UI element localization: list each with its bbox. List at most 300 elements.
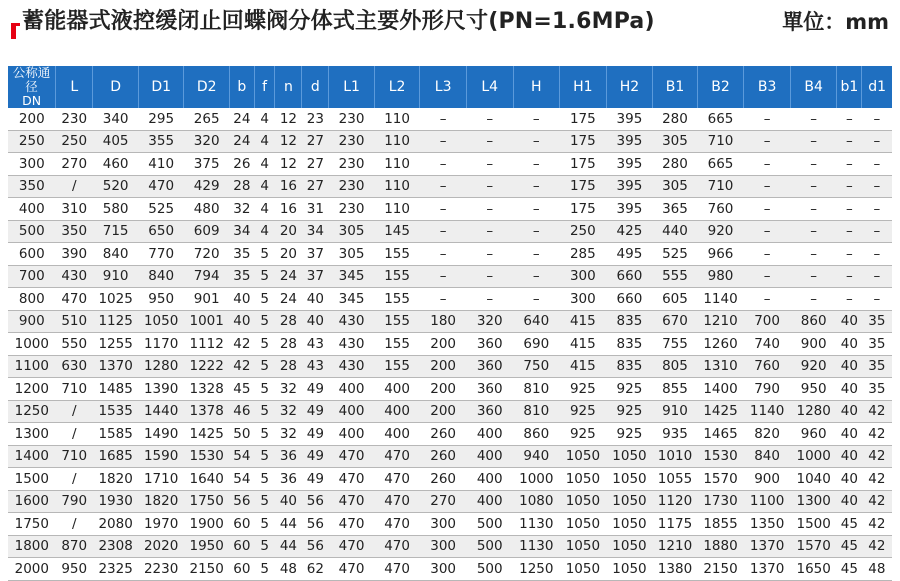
table-cell: 400 — [466, 468, 513, 491]
table-cell: 1930 — [93, 490, 139, 513]
table-cell: 1378 — [184, 400, 230, 423]
table-cell: – — [513, 243, 560, 266]
table-row — [8, 513, 892, 536]
table-cell: 550 — [56, 333, 93, 356]
table-cell: 35 — [229, 243, 254, 266]
table-cell: 925 — [606, 400, 653, 423]
table-cell: – — [420, 198, 467, 221]
table-cell: 1200 — [8, 378, 56, 401]
table-cell: 810 — [513, 378, 560, 401]
table-cell: 950 — [56, 558, 93, 581]
table-cell: – — [466, 220, 513, 243]
table-cell: 49 — [302, 400, 329, 423]
table-cell: 860 — [513, 423, 560, 446]
table-cell: 2150 — [697, 558, 744, 581]
table-cell: 1328 — [184, 378, 230, 401]
table-cell: – — [466, 198, 513, 221]
column-header-d2: D2 — [184, 66, 230, 108]
table-cell: 1025 — [93, 288, 139, 311]
table-cell: 360 — [466, 400, 513, 423]
table-cell: 400 — [329, 400, 375, 423]
table-cell: 840 — [138, 265, 184, 288]
table-cell: 1255 — [93, 333, 139, 356]
table-cell: 56 — [302, 535, 329, 558]
table-cell: 300 — [8, 153, 56, 176]
table-cell: 835 — [606, 333, 653, 356]
table-cell: 470 — [329, 445, 375, 468]
table-cell: 54 — [229, 468, 254, 491]
table-cell: 1465 — [697, 423, 744, 446]
column-header-b4: B4 — [790, 66, 837, 108]
table-cell: 27 — [302, 175, 329, 198]
table-cell: 1350 — [744, 513, 791, 536]
table-cell: 750 — [513, 355, 560, 378]
table-cell: 40 — [837, 490, 862, 513]
table-cell: 360 — [466, 355, 513, 378]
table-cell: 470 — [374, 468, 420, 491]
column-header-h: H — [513, 66, 560, 108]
table-cell: – — [744, 198, 791, 221]
table-cell: 40 — [229, 288, 254, 311]
table-cell: 1370 — [93, 355, 139, 378]
column-header-l3: L3 — [420, 66, 467, 108]
table-row — [8, 423, 892, 446]
table-cell: 200 — [420, 333, 467, 356]
table-cell: 5 — [254, 423, 275, 446]
table-cell: 470 — [329, 490, 375, 513]
table-cell: – — [744, 243, 791, 266]
table-cell: 935 — [653, 423, 698, 446]
column-header-h1: H1 — [560, 66, 607, 108]
table-cell: 28 — [275, 333, 302, 356]
table-cell: 40 — [837, 378, 862, 401]
table-cell: 1000 — [8, 333, 56, 356]
table-cell: 740 — [744, 333, 791, 356]
table-cell: 1050 — [560, 468, 607, 491]
table-cell: 1010 — [653, 445, 698, 468]
table-cell: 1400 — [697, 378, 744, 401]
table-cell: 5 — [254, 400, 275, 423]
table-row — [8, 288, 892, 311]
column-header-b3: B3 — [744, 66, 791, 108]
table-cell: 794 — [184, 265, 230, 288]
table-cell: 49 — [302, 423, 329, 446]
table-cell: 45 — [837, 558, 862, 581]
table-cell: 110 — [374, 175, 420, 198]
table-cell: 510 — [56, 310, 93, 333]
table-cell: 760 — [744, 355, 791, 378]
table-cell: 665 — [697, 153, 744, 176]
table-cell: 175 — [560, 175, 607, 198]
table-cell: 300 — [560, 265, 607, 288]
table-cell: 60 — [229, 535, 254, 558]
table-cell: 155 — [374, 265, 420, 288]
table-cell: – — [513, 288, 560, 311]
table-cell: 715 — [93, 220, 139, 243]
table-cell: 40 — [837, 400, 862, 423]
table-cell: 1055 — [653, 468, 698, 491]
table-cell: 470 — [329, 468, 375, 491]
table-cell: – — [790, 265, 837, 288]
table-cell: 920 — [697, 220, 744, 243]
table-cell: 230 — [329, 108, 375, 130]
table-cell: 24 — [229, 108, 254, 130]
table-cell: 320 — [184, 130, 230, 153]
table-cell: 460 — [93, 153, 139, 176]
table-cell: 48 — [862, 558, 892, 581]
table-cell: 40 — [275, 490, 302, 513]
table-cell: – — [466, 108, 513, 130]
table-cell: 1485 — [93, 378, 139, 401]
table-cell: – — [466, 175, 513, 198]
table-cell: 1500 — [8, 468, 56, 491]
table-row — [8, 265, 892, 288]
table-row — [8, 243, 892, 266]
table-cell: 5 — [254, 355, 275, 378]
table-cell: 1040 — [790, 468, 837, 491]
table-cell: 280 — [653, 153, 698, 176]
table-cell: 1210 — [653, 535, 698, 558]
table-cell: 520 — [93, 175, 139, 198]
table-cell: 42 — [862, 400, 892, 423]
table-cell: 4 — [254, 175, 275, 198]
table-cell: 40 — [837, 445, 862, 468]
table-cell: 305 — [653, 175, 698, 198]
table-cell: 35 — [862, 310, 892, 333]
table-cell: – — [466, 243, 513, 266]
table-cell: 155 — [374, 310, 420, 333]
table-cell: 49 — [302, 378, 329, 401]
table-cell: 60 — [229, 513, 254, 536]
table-cell: 1900 — [184, 513, 230, 536]
table-cell: 4 — [254, 108, 275, 130]
table-cell: 940 — [513, 445, 560, 468]
table-cell: 350 — [56, 220, 93, 243]
table-row — [8, 153, 892, 176]
table-cell: 470 — [374, 558, 420, 581]
table-cell: 20 — [275, 220, 302, 243]
table-cell: 12 — [275, 130, 302, 153]
table-cell: 43 — [302, 355, 329, 378]
table-cell: 34 — [302, 220, 329, 243]
table-cell: 1080 — [513, 490, 560, 513]
table-row — [8, 535, 892, 558]
table-cell: 24 — [229, 130, 254, 153]
table-row — [8, 310, 892, 333]
table-cell: 5 — [254, 333, 275, 356]
column-header-l4: L4 — [466, 66, 513, 108]
table-cell: 770 — [138, 243, 184, 266]
table-cell: 35 — [862, 378, 892, 401]
table-cell: 40 — [837, 333, 862, 356]
table-cell: 42 — [862, 423, 892, 446]
table-cell: / — [56, 175, 93, 198]
table-cell: – — [837, 198, 862, 221]
table-cell: 46 — [229, 400, 254, 423]
table-cell: 260 — [420, 468, 467, 491]
table-cell: 32 — [275, 400, 302, 423]
column-header-l: L — [56, 66, 93, 108]
table-cell: 110 — [374, 198, 420, 221]
table-cell: 45 — [229, 378, 254, 401]
table-cell: 145 — [374, 220, 420, 243]
table-cell: 400 — [466, 445, 513, 468]
table-cell: 40 — [837, 310, 862, 333]
table-cell: 31 — [302, 198, 329, 221]
table-cell: 1855 — [697, 513, 744, 536]
table-cell: 395 — [606, 175, 653, 198]
table-cell: 650 — [138, 220, 184, 243]
table-cell: 840 — [93, 243, 139, 266]
table-cell: 300 — [420, 513, 467, 536]
table-cell: 37 — [302, 265, 329, 288]
table-cell: 1050 — [606, 468, 653, 491]
table-cell: 305 — [653, 130, 698, 153]
table-cell: 175 — [560, 130, 607, 153]
table-row — [8, 445, 892, 468]
table-cell: 270 — [56, 153, 93, 176]
table-cell: 200 — [420, 378, 467, 401]
table-cell: 710 — [697, 175, 744, 198]
table-cell: 24 — [275, 265, 302, 288]
table-cell: 1260 — [697, 333, 744, 356]
table-cell: 900 — [744, 468, 791, 491]
table-cell: 525 — [653, 243, 698, 266]
table-cell: 27 — [302, 130, 329, 153]
table-cell: 1380 — [653, 558, 698, 581]
table-cell: 1710 — [138, 468, 184, 491]
unit-label: 單位：mm — [782, 10, 889, 34]
table-cell: 925 — [606, 378, 653, 401]
table-cell: 405 — [93, 130, 139, 153]
table-cell: 1112 — [184, 333, 230, 356]
table-cell: – — [466, 265, 513, 288]
table-cell: 32 — [275, 423, 302, 446]
table-cell: 23 — [302, 108, 329, 130]
table-cell: – — [862, 220, 892, 243]
table-cell: 805 — [653, 355, 698, 378]
table-cell: – — [513, 220, 560, 243]
table-cell: 16 — [275, 175, 302, 198]
table-cell: – — [837, 175, 862, 198]
table-cell: 155 — [374, 355, 420, 378]
table-cell: – — [513, 198, 560, 221]
table-cell: 340 — [93, 108, 139, 130]
table-cell: 5 — [254, 445, 275, 468]
table-cell: 470 — [374, 513, 420, 536]
table-cell: 700 — [744, 310, 791, 333]
table-cell: 5 — [254, 310, 275, 333]
table-cell: 1820 — [93, 468, 139, 491]
table-cell: / — [56, 513, 93, 536]
table-cell: 5 — [254, 535, 275, 558]
table-cell: 355 — [138, 130, 184, 153]
table-cell: 925 — [606, 423, 653, 446]
table-cell: 200 — [8, 108, 56, 130]
table-cell: 1050 — [138, 310, 184, 333]
table-cell: 365 — [653, 198, 698, 221]
table-cell: 40 — [837, 423, 862, 446]
table-cell: 1880 — [697, 535, 744, 558]
column-header-h2: H2 — [606, 66, 653, 108]
table-cell: 40 — [837, 355, 862, 378]
title-accent-mark — [11, 26, 16, 39]
table-cell: 1250 — [513, 558, 560, 581]
table-cell: 44 — [275, 535, 302, 558]
table-cell: – — [790, 153, 837, 176]
table-cell: 1400 — [8, 445, 56, 468]
table-cell: 1570 — [790, 535, 837, 558]
column-header-b1: B1 — [653, 66, 698, 108]
table-cell: 1140 — [744, 400, 791, 423]
table-cell: 395 — [606, 198, 653, 221]
table-cell: 1170 — [138, 333, 184, 356]
table-cell: – — [744, 130, 791, 153]
table-cell: – — [420, 175, 467, 198]
table-cell: 36 — [275, 468, 302, 491]
table-cell: – — [790, 288, 837, 311]
table-cell: 755 — [653, 333, 698, 356]
table-cell: 54 — [229, 445, 254, 468]
table-cell: 26 — [229, 153, 254, 176]
table-cell: 835 — [606, 355, 653, 378]
page-title: 蓄能器式液控缓闭止回蝶阀分体式主要外形尺寸(PN=1.6MPa) — [22, 9, 655, 34]
table-cell: 1120 — [653, 490, 698, 513]
table-cell: 470 — [329, 558, 375, 581]
table-cell: 470 — [329, 513, 375, 536]
table-cell: 60 — [229, 558, 254, 581]
table-cell: 62 — [302, 558, 329, 581]
table-cell: – — [790, 220, 837, 243]
table-cell: 660 — [606, 265, 653, 288]
table-cell: 410 — [138, 153, 184, 176]
table-cell: 5 — [254, 265, 275, 288]
table-cell: 175 — [560, 153, 607, 176]
table-cell: 45 — [837, 535, 862, 558]
table-cell: 250 — [8, 130, 56, 153]
table-cell: – — [744, 288, 791, 311]
table-cell: 1050 — [560, 445, 607, 468]
table-cell: 42 — [862, 513, 892, 536]
table-row — [8, 400, 892, 423]
table-cell: – — [790, 198, 837, 221]
table-cell: 1050 — [560, 513, 607, 536]
table-cell: – — [862, 108, 892, 130]
table-cell: – — [862, 198, 892, 221]
table-cell: 250 — [56, 130, 93, 153]
table-cell: 429 — [184, 175, 230, 198]
table-cell: 1440 — [138, 400, 184, 423]
table-cell: 250 — [560, 220, 607, 243]
table-cell: – — [790, 243, 837, 266]
table-cell: – — [837, 130, 862, 153]
table-cell: 2000 — [8, 558, 56, 581]
table-cell: 2325 — [93, 558, 139, 581]
table-cell: 400 — [374, 378, 420, 401]
table-cell: 1050 — [560, 535, 607, 558]
table-cell: 270 — [420, 490, 467, 513]
table-cell: 40 — [302, 310, 329, 333]
table-cell: 950 — [138, 288, 184, 311]
table-cell: 500 — [466, 558, 513, 581]
table-cell: 1130 — [513, 535, 560, 558]
table-cell: 2230 — [138, 558, 184, 581]
table-cell: 42 — [862, 535, 892, 558]
table-cell: 5 — [254, 378, 275, 401]
table-cell: 1000 — [513, 468, 560, 491]
table-cell: 45 — [837, 513, 862, 536]
table-cell: 500 — [466, 513, 513, 536]
table-cell: – — [420, 108, 467, 130]
table-cell: 609 — [184, 220, 230, 243]
table-cell: 1950 — [184, 535, 230, 558]
table-cell: 1800 — [8, 535, 56, 558]
table-cell: 1530 — [184, 445, 230, 468]
table-cell: 310 — [56, 198, 93, 221]
table-cell: 42 — [862, 468, 892, 491]
table-row — [8, 333, 892, 356]
table-cell: 1001 — [184, 310, 230, 333]
table-cell: 900 — [790, 333, 837, 356]
table-cell: / — [56, 423, 93, 446]
table-cell: 300 — [420, 535, 467, 558]
table-cell: – — [862, 130, 892, 153]
table-cell: 1585 — [93, 423, 139, 446]
table-cell: 110 — [374, 108, 420, 130]
table-cell: 470 — [138, 175, 184, 198]
table-cell: 395 — [606, 153, 653, 176]
column-header-l2: L2 — [374, 66, 420, 108]
table-cell: 50 — [229, 423, 254, 446]
table-cell: 42 — [229, 355, 254, 378]
table-cell: 305 — [329, 220, 375, 243]
table-cell: 265 — [184, 108, 230, 130]
table-row — [8, 490, 892, 513]
table-cell: 1370 — [744, 535, 791, 558]
table-cell: 1050 — [560, 490, 607, 513]
table-cell: 900 — [8, 310, 56, 333]
table-cell: – — [744, 265, 791, 288]
table-cell: 1100 — [744, 490, 791, 513]
table-cell: 660 — [606, 288, 653, 311]
table-cell: 230 — [329, 130, 375, 153]
column-header-l1: L1 — [329, 66, 375, 108]
table-cell: 1570 — [697, 468, 744, 491]
table-cell: 56 — [229, 490, 254, 513]
table-cell: 870 — [56, 535, 93, 558]
table-cell: 350 — [8, 175, 56, 198]
table-cell: 260 — [420, 445, 467, 468]
table-cell: 345 — [329, 288, 375, 311]
table-cell: 1280 — [138, 355, 184, 378]
table-cell: 20 — [275, 243, 302, 266]
table-cell: 470 — [374, 445, 420, 468]
table-cell: 855 — [653, 378, 698, 401]
table-cell: 320 — [466, 310, 513, 333]
table-cell: 42 — [229, 333, 254, 356]
table-cell: – — [790, 108, 837, 130]
table-cell: 1750 — [8, 513, 56, 536]
table-cell: 1280 — [790, 400, 837, 423]
table-cell: – — [513, 265, 560, 288]
table-cell: 760 — [697, 198, 744, 221]
table-cell: 400 — [466, 423, 513, 446]
table-cell: – — [837, 108, 862, 130]
table-cell: 4 — [254, 130, 275, 153]
table-cell: 495 — [606, 243, 653, 266]
table-cell: – — [513, 130, 560, 153]
table-cell: – — [790, 175, 837, 198]
